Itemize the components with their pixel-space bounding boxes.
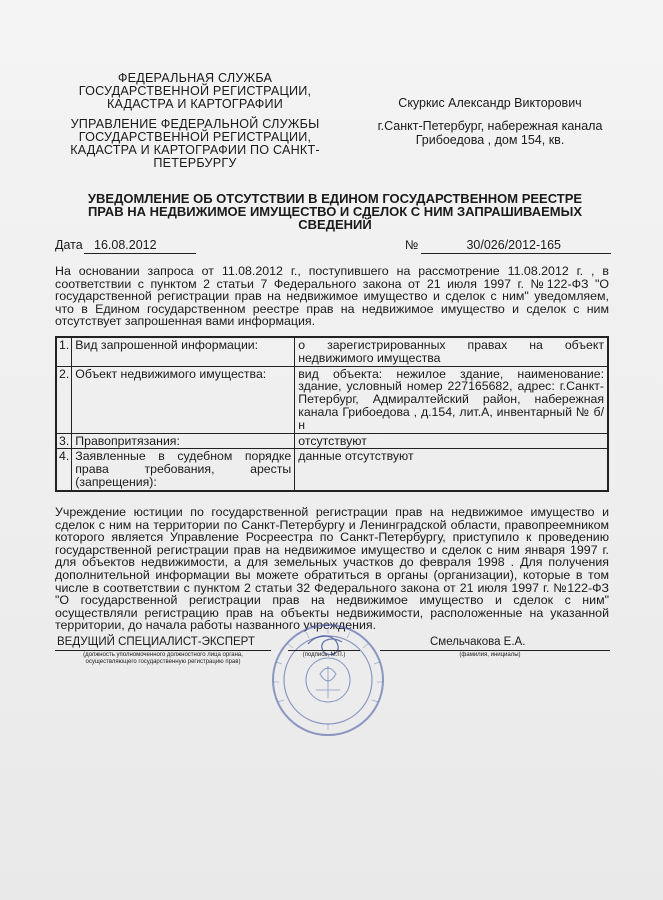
department-line: ГОСУДАРСТВЕННОЙ РЕГИСТРАЦИИ, [78,130,312,144]
closing-paragraph: Учреждение юстиции по государственной регистрации прав на недвижимое имущество и сделок с ним на территории по Санкт-Петербургу и Ленинградской области, правопреемником которого является Управление Росреестра по Санкт-Петербургу, приступило к проведению государственной регистрации прав на недвижимое имущество и сделок с ним января 1997 г. для объектов недвижимости, а для земельных участков до февраля 1998 . Для получения дополнительной информации вы можете обратиться в органы (организации), которые в том числе в соответствии с пунктом 2 статьи 32 Федерального закона от 21 июля 1997 г. №122-ФЗ "О государственной регистрации прав на недвижимое имущество и сделок с ним" осуществляли регистрацию прав на объекты недвижимости, расположенные на указанной территории, до начала работы названного учреждения. [55,505,609,633]
title-line: УВЕДОМЛЕНИЕ ОБ ОТСУТСТВИИ В ЕДИНОМ ГОСУДАРСТВЕННОМ РЕЕСТРЕ [87,191,583,206]
row-value: данные отсутствуют [295,449,608,491]
department-line: ПЕТЕРБУРГУ [153,156,237,170]
title-line: СВЕДЕНИЙ [298,217,372,232]
row-number: 2. [56,366,72,433]
row-label: Объект недвижимого имущества: [72,366,295,433]
date-label: Дата [55,238,83,252]
recipient-address [350,119,630,147]
date-value: 16.08.2012 [94,238,157,252]
recipient-address-line: Грибоедова , дом 154, кв. [415,133,565,147]
date-underline [84,238,196,254]
name-caption: (фамилия, инициалы) [459,652,521,658]
row-number: 3. [56,433,72,449]
signer-name: Смельчакова Е.А. [430,636,526,648]
name-underline [380,650,610,651]
row-label: Правопритязания: [72,433,295,449]
row-number: 1. [56,337,72,366]
agency-line: ГОСУДАРСТВЕННОЙ РЕГИСТРАЦИИ, [78,84,312,98]
signature-underline [288,650,360,651]
row-value: отсутствуют [295,433,608,449]
document-title [55,192,615,231]
position-caption-line: осуществляющего государственную регистрацию прав) [85,659,241,665]
signature-caption: (подпись, М.П.) [302,652,346,658]
table-row [56,337,608,366]
title-line: ПРАВ НА НЕДВИЖИМОЕ ИМУЩЕСТВО И СДЕЛОК С НИМ ЗАПРАШИВАЕМЫХ [87,204,583,219]
agency-header [55,72,335,111]
table-row [56,449,608,491]
intro-paragraph: На основании запроса от 11.08.2012 г., поступившего на рассмотрение 11.08.2012 г. , в соответствии с пунктом 2 статьи 7 Федерального закона от 21 июля 1997 г. №122-ФЗ "О государственной регистрации прав на недвижимое имущество и сделок с ним" уведомляем, что в Едином государственном реестре прав на недвижимое имущество и сделок с ним отсутствует запрошенная вами информация. [55,264,609,329]
table-row [56,433,608,449]
position-caption [55,652,271,666]
agency-line: ФЕДЕРАЛЬНАЯ СЛУЖБА [117,71,273,85]
official-stamp-icon [258,618,398,738]
number-value: 30/026/2012-165 [466,238,561,252]
row-label: Вид запрошенной информации: [72,337,295,366]
department-line: КАДАСТРА И КАРТОГРАФИИ ПО САНКТ- [70,143,320,157]
table-row [56,366,608,433]
number-label: № [405,238,419,252]
info-table [55,336,609,492]
row-value: о зарегистрированных правах на объект недвижимого имущества [295,337,608,366]
recipient-address-line: г.Санкт-Петербург, набережная канала [377,119,603,133]
department-line: УПРАВЛЕНИЕ ФЕДЕРАЛЬНОЙ СЛУЖБЫ [70,117,320,131]
row-number: 4. [56,449,72,491]
row-label: Заявленные в судебном порядке права требования, аресты (запрещения): [72,449,295,491]
department-header [55,118,335,170]
recipient-name: Скуркис Александр Викторович [398,96,582,110]
signer-position: ВЕДУЩИЙ СПЕЦИАЛИСТ-ЭКСПЕРТ [57,636,255,648]
position-underline [55,650,271,651]
agency-line: КАДАСТРА И КАРТОГРАФИИ [106,97,284,111]
row-value: вид объекта: нежилое здание, наименование: здание, условный номер 227165682, адрес: г.Санкт-Петербург, Адмиралтейский район, набережная канала Грибоедова , д.154, лит.А, инвентарный № б/н [295,366,608,433]
date-number-line [55,238,611,254]
number-underline [421,238,611,254]
position-caption-line: (должность уполномоченного должностного лица органа, [83,652,243,658]
